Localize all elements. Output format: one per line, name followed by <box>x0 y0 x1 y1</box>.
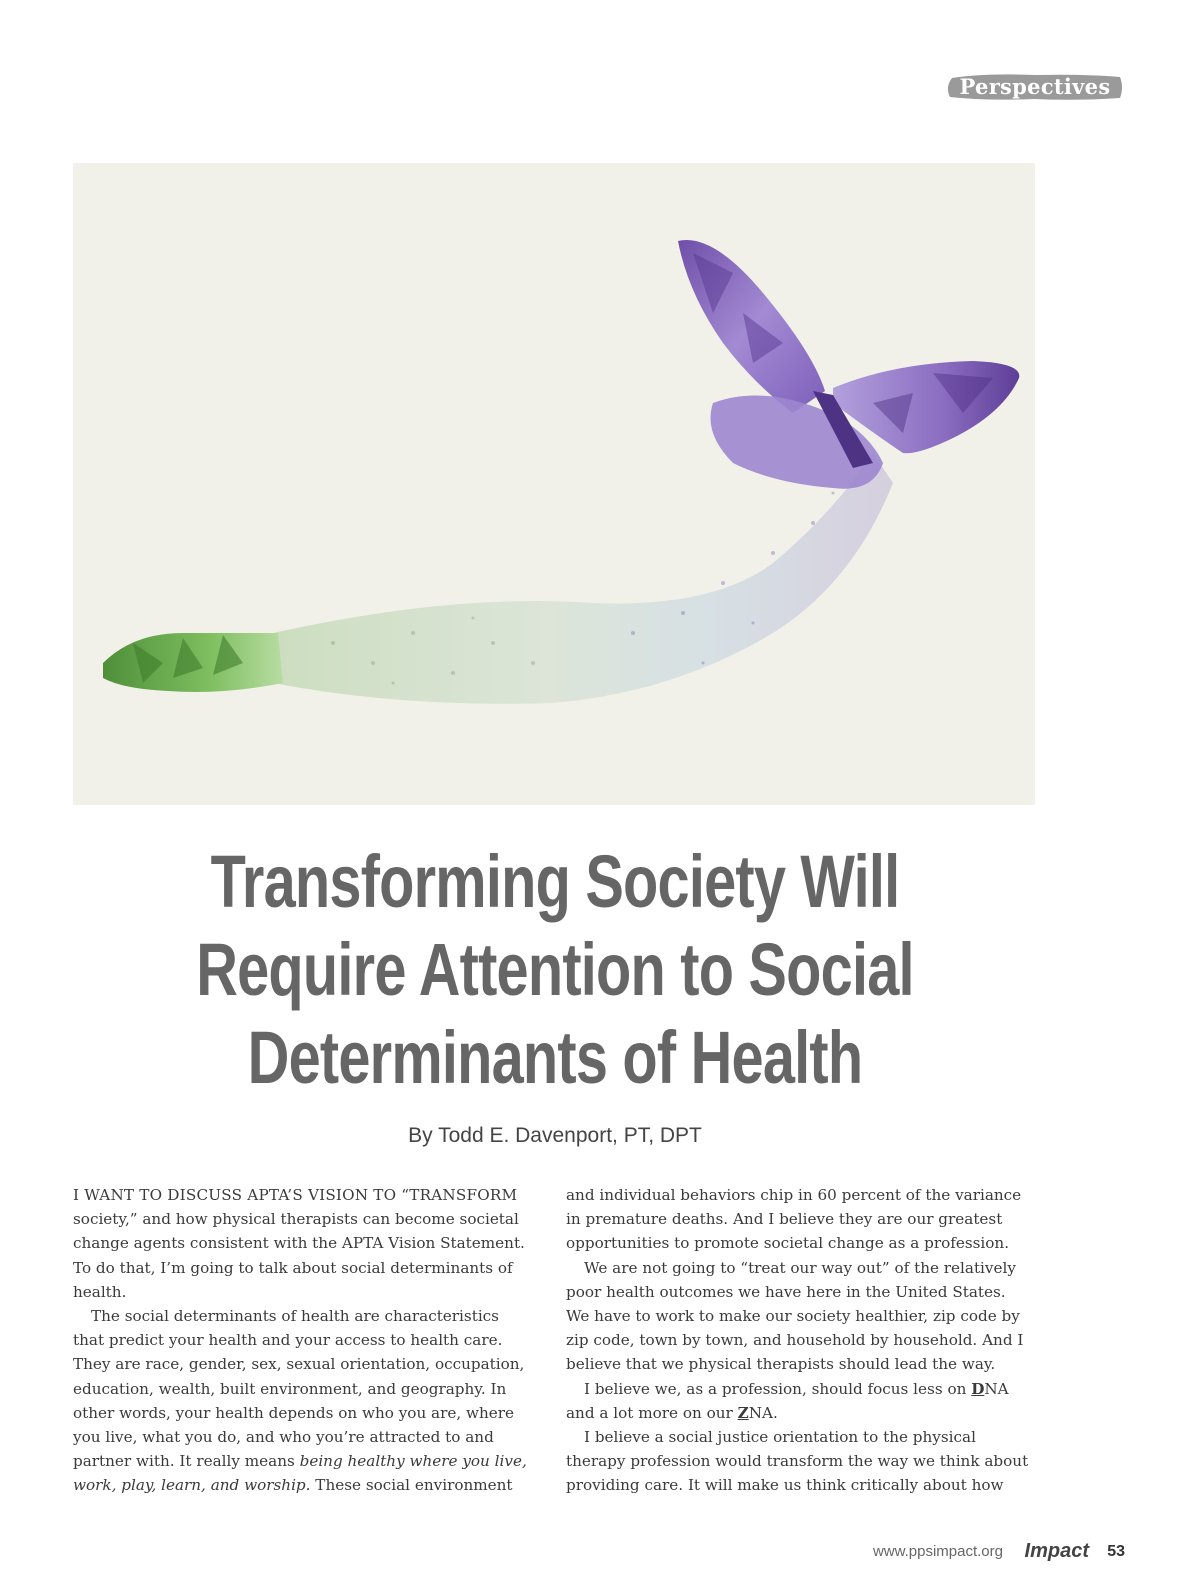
article-title <box>169 838 941 1102</box>
butterfly-illustration <box>73 163 1035 805</box>
body-line: We are not going to “treat our way out” of the relatively <box>584 1258 1016 1277</box>
body-line: We have to work to make our society healthier, zip code by <box>566 1307 1020 1326</box>
body-line: poor health outcomes we have here in the United States. <box>566 1282 1006 1301</box>
body-line: zip code, town by town, and household by household. And I <box>566 1331 1024 1350</box>
body-line: I believe a social justice orientation to the physical <box>584 1428 976 1447</box>
body-line: other words, your health depends on who you are, where <box>73 1403 515 1422</box>
body-line: They are race, gender, sex, sexual orientation, occupation, <box>73 1355 525 1374</box>
hero-image <box>73 163 1035 805</box>
body-line: society,” and how physical therapists can become societal <box>73 1210 519 1229</box>
body-line <box>73 1473 543 1497</box>
body-line: you live, what you do, and who you’re attracted to and <box>73 1428 494 1447</box>
section-label: Perspectives <box>959 74 1111 99</box>
body-text: I believe we, as a profession, should focus less on <box>584 1379 972 1398</box>
body-line: opportunities to promote societal change as a profession. <box>566 1234 1010 1253</box>
body-line: and individual behaviors chip in 60 percent of the variance <box>566 1186 1022 1204</box>
body-text: NA <box>984 1379 1009 1398</box>
body-line: change agents consistent with the APTA Vision Statement. <box>73 1234 525 1253</box>
body-text: and a lot more on our <box>566 1403 738 1422</box>
body-line: education, wealth, built environment, and geography. In <box>73 1379 507 1398</box>
title-line: Require Attention to Social <box>196 928 914 1011</box>
body-text: partner with. It really means <box>73 1452 300 1471</box>
emphasis-text: being healthy where you live, <box>299 1452 527 1471</box>
article-column-right <box>566 1183 1036 1498</box>
page-number: 53 <box>1107 1543 1125 1560</box>
body-line: The social determinants of health are characteristics <box>91 1307 499 1326</box>
body-line: that predict your health and your access to health care. <box>73 1331 503 1350</box>
body-line: providing care. It will make us think critically about how <box>566 1476 1004 1495</box>
body-text: These social environment <box>310 1476 513 1495</box>
emphasis-letter: D <box>971 1379 985 1398</box>
body-line: I WANT TO DISCUSS APTA’S VISION TO “TRANSFORM <box>73 1186 518 1204</box>
body-line: To do that, I’m going to talk about social determinants of <box>73 1258 513 1277</box>
footer-brand: Impact <box>1024 1540 1089 1562</box>
body-line <box>566 1377 1036 1401</box>
body-line: believe that we physical therapists should lead the way. <box>566 1355 996 1374</box>
section-tag <box>946 72 1124 102</box>
title-line: Transforming Society Will <box>210 840 900 923</box>
body-text: NA. <box>748 1403 778 1422</box>
body-line: therapy profession would transform the way we think about <box>566 1452 1029 1471</box>
body-line: health. <box>73 1282 127 1301</box>
footer-url: www.ppsimpact.org <box>872 1543 1003 1560</box>
title-line: Determinants of Health <box>247 1016 863 1099</box>
body-line: in premature deaths. And I believe they are our greatest <box>566 1210 1003 1229</box>
body-line <box>566 1401 1036 1425</box>
emphasis-text: work, play, learn, and worship. <box>73 1476 311 1495</box>
body-line <box>73 1449 543 1473</box>
emphasis-letter: Z <box>737 1403 749 1422</box>
byline: By Todd E. Davenport, PT, DPT <box>408 1124 702 1147</box>
article-column-left <box>73 1183 543 1498</box>
